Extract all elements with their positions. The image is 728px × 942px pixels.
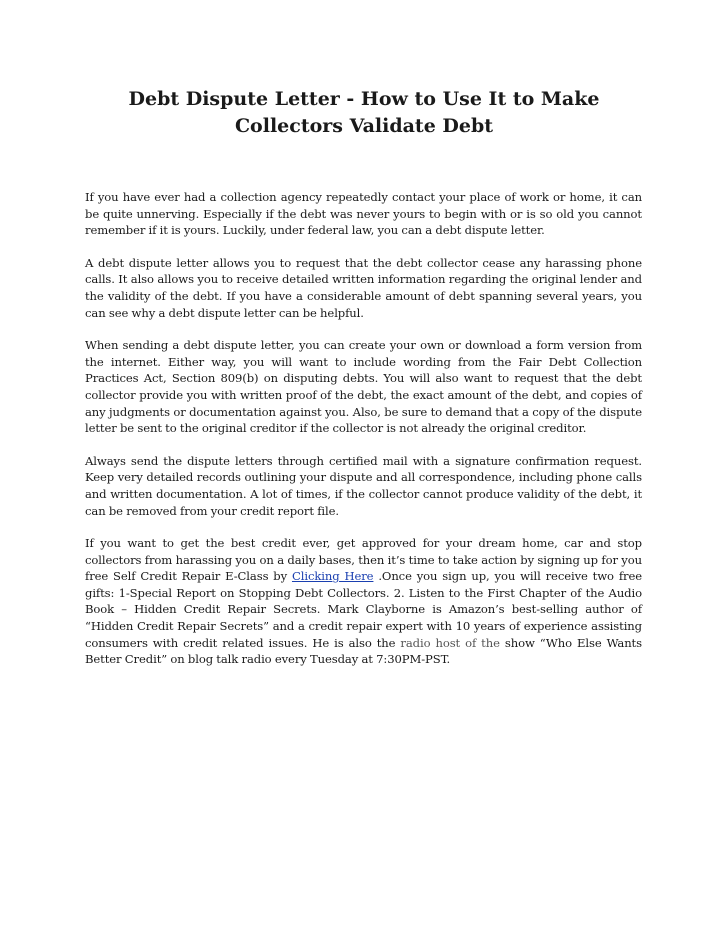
paragraph-certified-mail: Always send the dispute letters through certified mail with a signature confirmation request. Keep very detailed records outlining your dispute and all correspondence, including phone calls and written documentation. A lot of times, if the collector cannot produce validity of the debt, it can be removed from your credit report file. — [85, 453, 642, 518]
paragraph-call-to-action — [85, 535, 642, 668]
title-line-1: Debt Dispute Letter - How to Use It to Make — [128, 88, 600, 110]
cta-text-before-link: If you want to get the best credit ever, get approved for your dream home, car and stop collectors from harassing you on a daily bases, then it’s time to take action by signing up for you free Self Credit Repair E-Class by — [85, 536, 642, 584]
paragraph-how-to-send: When sending a debt dispute letter, you can create your own or download a form version from the internet. Either way, you will want to include wording from the Fair Debt Collection Practices Act, Section 809(b) on disputing debts. You will also want to request that the debt collector provide you with written proof of the debt, the exact amount of the debt, and copies of any judgments or documentation against you. Also, be sure to demand that a copy of the dispute letter be sent to the original creditor if the collector is not already the original creditor. — [85, 338, 642, 436]
cta-text-after-link: .Once you sign up, you will receive two free gifts: 1-Special Report on Stopping Debt Collectors. 2. Listen to the First Chapter of the Audio Book – Hidden Credit Repair Secrets. Mark Clayborne is Amazon’s best-selling author of “Hidden Credit Repair Secrets” and a credit repair expert with 10 years of experience assisting consumers with credit related issues. He is also the — [85, 569, 642, 650]
cta-text-muted: radio host of the — [400, 635, 500, 650]
paragraph-what-it-does: A debt dispute letter allows you to request that the debt collector cease any harassing phone calls. It also allows you to receive detailed written information regarding the original lender and the validity of the debt. If you have a considerable amount of debt spanning several years, you can see why a debt dispute letter can be helpful. — [85, 255, 642, 320]
clicking-here-link[interactable]: Clicking Here — [291, 569, 374, 584]
title-line-2: Collectors Validate Debt — [234, 115, 494, 137]
page-title — [86, 86, 642, 140]
paragraph-intro: If you have ever had a collection agency repeatedly contact your place of work or home, it can be quite unnerving. Especially if the debt was never yours to begin with or is so old you cannot remember if it is yours. Luckily, under federal law, you can a debt dispute letter. — [85, 190, 642, 238]
cta-text-end: show “Who Else Wants Better Credit” on blog talk radio every Tuesday at 7:30PM-PST. — [85, 635, 642, 667]
document-body — [85, 189, 642, 684]
